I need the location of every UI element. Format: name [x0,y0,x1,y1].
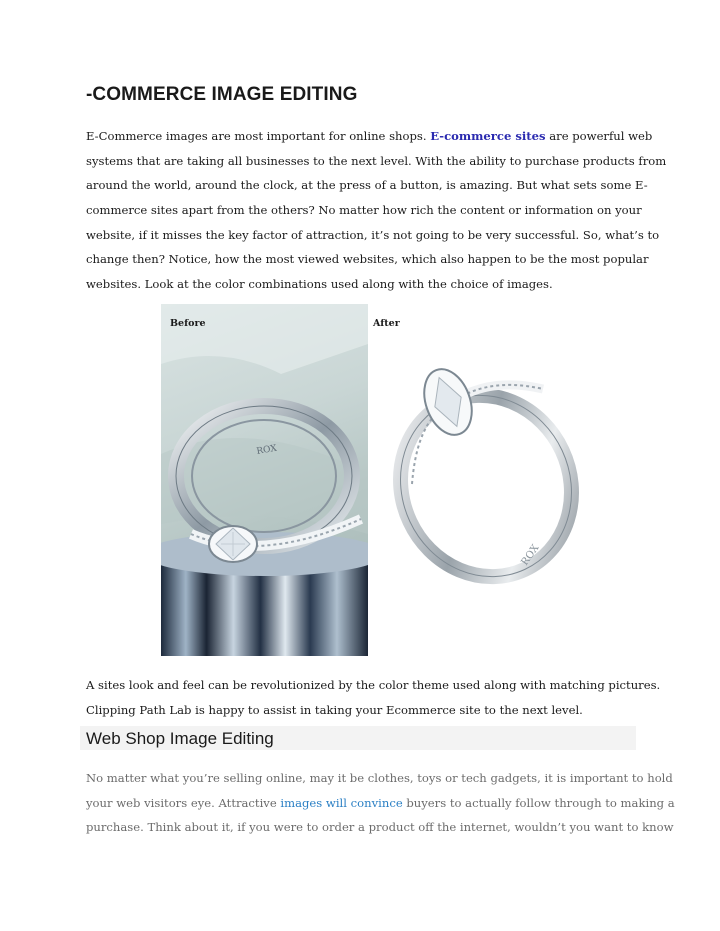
text-span: are powerful web [545,129,653,143]
intro-line: websites. Look at the color combinations used along with the choice of images. [86,277,553,292]
paragraph-line [86,791,675,816]
before-after-figure [161,304,619,656]
text-span: your web visitors eye. Attractive [86,795,281,810]
paragraph-line: purchase. Think about it, if you were to order a product off the internet, wouldn’t you want to know [86,820,674,835]
before-label: Before [170,318,206,329]
before-ring-illustration [161,304,368,656]
after-label: After [373,318,400,329]
section-heading: Web Shop Image Editing [86,729,274,748]
ring-engraving-before: ROX [255,443,278,457]
after-ring-illustration [368,304,619,656]
intro-line: around the world, around the clock, at the press of a button, is amazing. But what sets some E- [86,178,648,193]
paragraph-line: Clipping Path Lab is happy to assist in taking your Ecommerce site to the next level. [86,702,583,717]
text-span: E-Commerce images are most important for online shops. [86,129,431,143]
images-will-convince-link[interactable]: images will convince [280,795,403,810]
intro-line [86,124,653,149]
page-title: -COMMERCE IMAGE EDITING [86,84,358,105]
ecommerce-sites-link[interactable]: E-commerce sites [430,129,546,143]
after-photo [368,304,619,656]
intro-paragraph [86,124,667,297]
intro-line: change then? Notice, how the most viewed websites, which also happen to be the most popular [86,252,649,267]
after-figure-paragraph [86,673,661,722]
before-photo [161,304,368,656]
intro-line: systems that are taking all businesses to the next level. With the ability to purchase products from [86,153,667,168]
section-body-paragraph [86,766,675,840]
text-span: buyers to actually follow through to making a [402,795,675,810]
paragraph-line: A sites look and feel can be revolutionized by the color theme used along with matching pictures. [86,678,661,692]
intro-line: website, if it misses the key factor of attraction, it’s not going to be very successful. So, what’s to [86,227,660,242]
ring-engraving-after: ROX [519,542,542,568]
paragraph-line: No matter what you’re selling online, may it be clothes, toys or tech gadgets, it is important to hold [86,771,673,785]
section-heading-band [80,726,636,750]
intro-line: commerce sites apart from the others? No matter how rich the content or information on your [86,203,642,218]
